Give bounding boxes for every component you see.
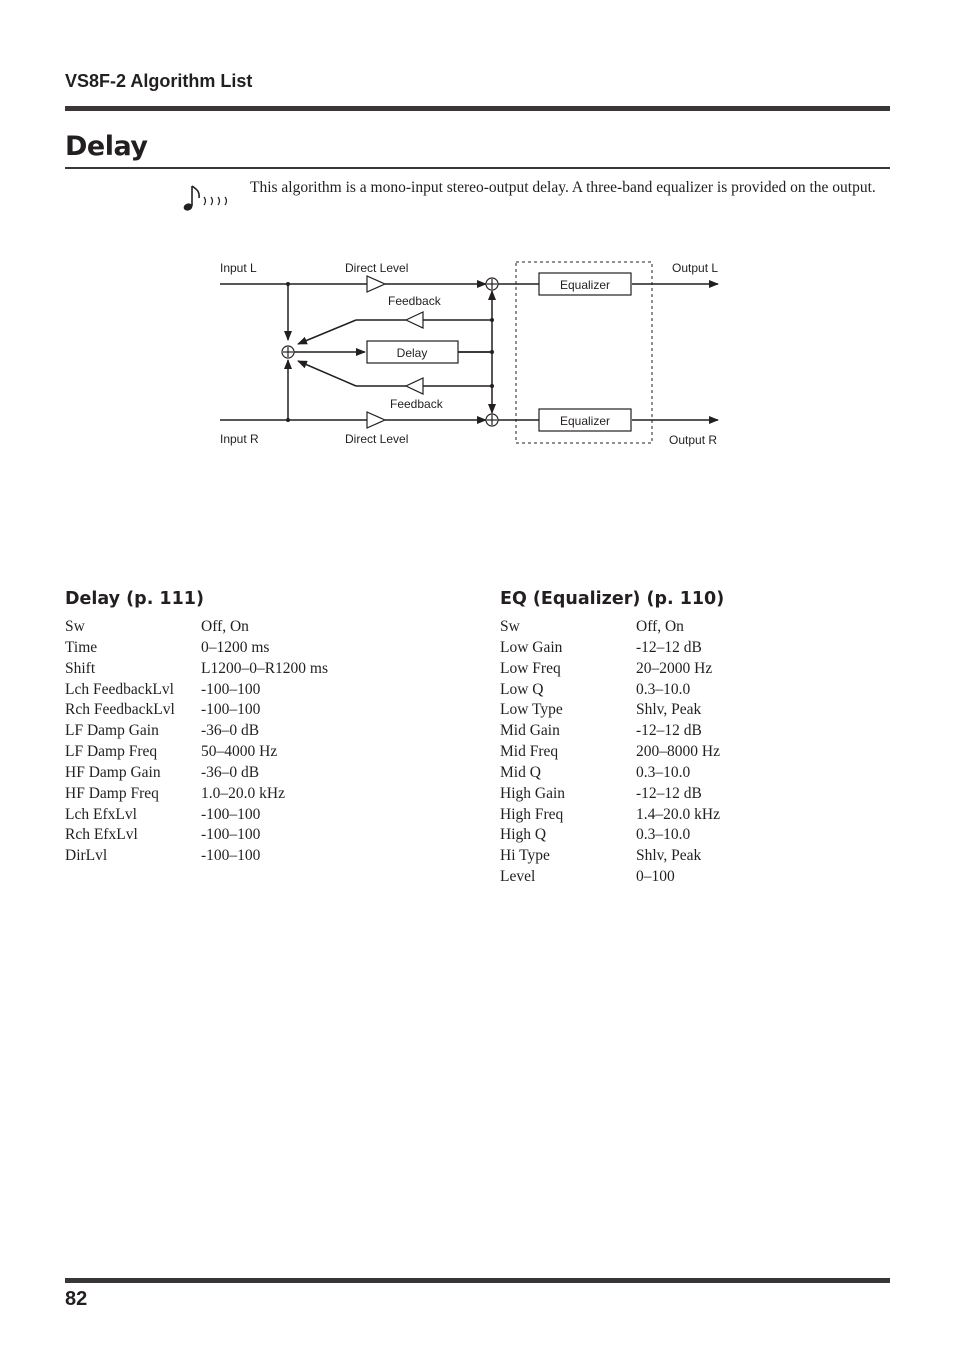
- param-name: Shift: [65, 659, 96, 677]
- param-name: Rch FeedbackLvl: [65, 701, 175, 719]
- direct-level-top-label: Direct Level: [345, 261, 409, 275]
- param-name: High Q: [500, 826, 547, 844]
- param-range: -100–100: [201, 847, 261, 865]
- output-r-label: Output R: [669, 433, 718, 447]
- param-name: DirLvl: [65, 847, 108, 865]
- param-row: [500, 617, 860, 638]
- param-name: LF Damp Gain: [65, 722, 159, 740]
- param-row: [65, 805, 425, 826]
- param-row: [65, 700, 425, 721]
- param-range: 0–1200 ms: [201, 638, 270, 656]
- param-range: 50–4000 Hz: [201, 743, 278, 761]
- intro-text: This algorithm is a mono-input stereo-output delay. A three-band equalizer is provided on the output.: [250, 179, 876, 196]
- param-row: [500, 784, 860, 805]
- param-row: [500, 867, 860, 888]
- param-name: Level: [500, 868, 536, 886]
- param-range: Shlv, Peak: [636, 701, 702, 719]
- param-name: Mid Q: [500, 763, 541, 781]
- param-range: -12–12 dB: [636, 638, 702, 656]
- param-range: -100–100: [201, 680, 261, 698]
- param-name: Low Q: [500, 680, 544, 698]
- feedback-bottom-label: Feedback: [390, 397, 443, 411]
- section-title: Delay: [65, 131, 148, 162]
- param-range: -12–12 dB: [636, 722, 702, 740]
- signal-flow-diagram: [210, 250, 730, 455]
- param-range: Off, On: [201, 618, 249, 635]
- equalizer-top-label: Equalizer: [559, 278, 611, 292]
- param-range: 200–8000 Hz: [636, 743, 720, 761]
- param-range: -36–0 dB: [201, 722, 260, 740]
- param-name: HF Damp Gain: [65, 763, 161, 781]
- param-range: 0–100: [636, 868, 675, 886]
- param-range: 0.3–10.0: [636, 680, 691, 698]
- param-range: Shlv, Peak: [636, 847, 702, 865]
- param-row: [65, 825, 425, 846]
- param-name: Time: [65, 638, 98, 656]
- param-name: Sw: [500, 618, 520, 635]
- running-header: VS8F-2 Algorithm List: [65, 71, 253, 91]
- param-range: 20–2000 Hz: [636, 659, 713, 677]
- input-l-label: Input L: [220, 261, 257, 275]
- footer-rule: [65, 1278, 890, 1283]
- param-row: [500, 805, 860, 826]
- param-range: -100–100: [201, 701, 261, 719]
- param-row: [500, 721, 860, 742]
- param-name: Mid Freq: [500, 743, 559, 761]
- param-row: [65, 846, 425, 867]
- param-name: Lch FeedbackLvl: [65, 680, 174, 698]
- input-r-label: Input R: [220, 432, 259, 446]
- param-name: Lch EfxLvl: [65, 805, 137, 823]
- param-name: Hi Type: [500, 847, 550, 865]
- page-number: 82: [65, 1288, 88, 1310]
- param-range: 0.3–10.0: [636, 826, 691, 844]
- param-row: [65, 680, 425, 701]
- param-row: [500, 825, 860, 846]
- param-row: [65, 763, 425, 784]
- param-range: Off, On: [636, 618, 684, 635]
- param-row: [500, 638, 860, 659]
- feedback-top-label: Feedback: [388, 294, 441, 308]
- param-row: [65, 617, 425, 638]
- param-row: [500, 763, 860, 784]
- param-row: [65, 659, 425, 680]
- delay-params-list: [65, 589, 425, 867]
- equalizer-bottom-label: Equalizer: [559, 414, 611, 428]
- param-range: -36–0 dB: [201, 763, 260, 781]
- delay-block-label: Delay: [396, 346, 428, 360]
- param-name: HF Damp Freq: [65, 784, 159, 802]
- param-row: [500, 700, 860, 721]
- param-row: [65, 721, 425, 742]
- param-name: Rch EfxLvl: [65, 826, 138, 844]
- delay-params-title: Delay (p. 111): [65, 589, 204, 609]
- param-name: LF Damp Freq: [65, 743, 158, 761]
- param-range: 1.0–20.0 kHz: [201, 784, 285, 802]
- eq-params-title: EQ (Equalizer) (p. 110): [500, 589, 725, 609]
- param-row: [500, 680, 860, 701]
- param-name: Low Type: [500, 701, 563, 719]
- param-name: Sw: [65, 618, 85, 635]
- param-name: Low Gain: [500, 638, 563, 656]
- param-range: -100–100: [201, 826, 261, 844]
- param-name: Mid Gain: [500, 722, 560, 740]
- param-range: L1200–0–R1200 ms: [201, 659, 329, 677]
- header-rule: [65, 106, 890, 111]
- param-name: Low Freq: [500, 659, 561, 677]
- param-range: -100–100: [201, 805, 261, 823]
- param-row: [500, 846, 860, 867]
- param-range: -12–12 dB: [636, 784, 702, 802]
- param-row: [65, 784, 425, 805]
- param-row: [65, 638, 425, 659]
- param-row: [500, 742, 860, 763]
- direct-level-bottom-label: Direct Level: [345, 432, 409, 446]
- param-row: [500, 659, 860, 680]
- note-sound-icon: [182, 183, 232, 220]
- param-range: 0.3–10.0: [636, 763, 691, 781]
- output-l-label: Output L: [672, 261, 719, 275]
- param-name: High Freq: [500, 805, 564, 823]
- param-name: High Gain: [500, 784, 566, 802]
- eq-params-list: [500, 589, 860, 888]
- section-rule: [65, 167, 890, 169]
- param-row: [65, 742, 425, 763]
- param-range: 1.4–20.0 kHz: [636, 805, 720, 823]
